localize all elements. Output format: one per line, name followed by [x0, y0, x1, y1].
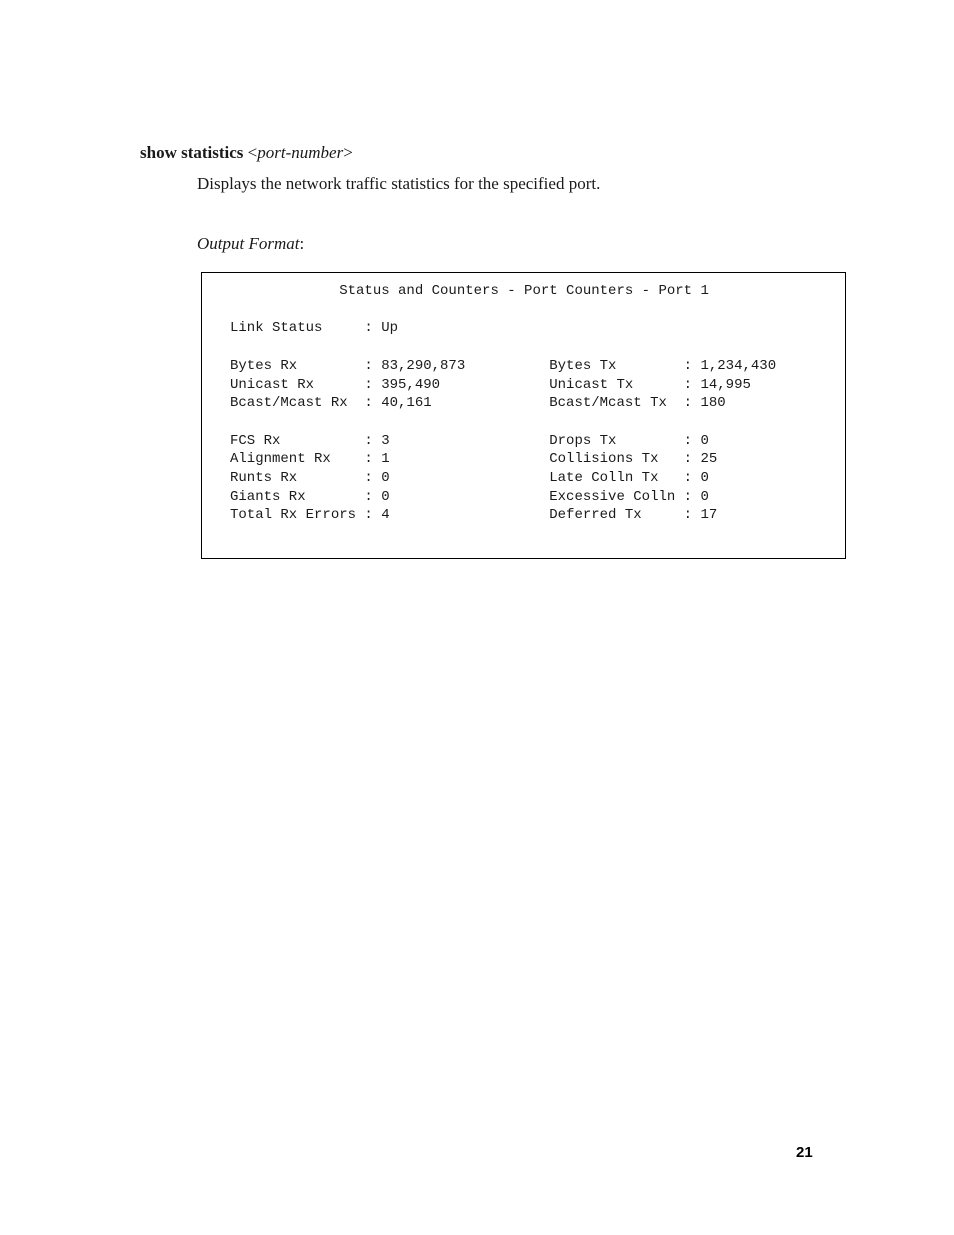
command-name: show statistics — [140, 143, 244, 162]
argument-close-bracket: > — [343, 143, 353, 162]
terminal-line: Total Rx Errors : 4 Deferred Tx : 17 — [230, 507, 718, 524]
command-heading — [140, 141, 353, 165]
terminal-output-text — [230, 282, 776, 525]
terminal-line: Bcast/Mcast Rx : 40,161 Bcast/Mcast Tx : 180 — [230, 395, 726, 412]
command-description: Displays the network traffic statistics for the specified port. — [197, 174, 601, 193]
output-format-text: Output Format — [197, 234, 300, 253]
terminal-line: Giants Rx : 0 Excessive Colln : 0 — [230, 488, 709, 505]
terminal-line: Runts Rx : 0 Late Colln Tx : 0 — [230, 470, 709, 487]
output-format-colon: : — [299, 234, 305, 253]
page-number: 21 — [796, 1144, 813, 1161]
terminal-output-box — [201, 272, 846, 559]
terminal-line: Unicast Rx : 395,490 Unicast Tx : 14,995 — [230, 376, 751, 393]
terminal-line: Bytes Rx : 83,290,873 Bytes Tx : 1,234,430 — [230, 357, 777, 374]
argument-open-bracket: < — [247, 143, 258, 162]
command-argument: port-number — [257, 143, 344, 162]
output-format-label — [197, 232, 304, 256]
terminal-line: Link Status : Up — [230, 320, 399, 337]
terminal-line: Alignment Rx : 1 Collisions Tx : 25 — [230, 451, 718, 468]
terminal-line: Status and Counters - Port Counters - Port 1 — [230, 283, 709, 299]
terminal-line: FCS Rx : 3 Drops Tx : 0 — [230, 432, 709, 449]
